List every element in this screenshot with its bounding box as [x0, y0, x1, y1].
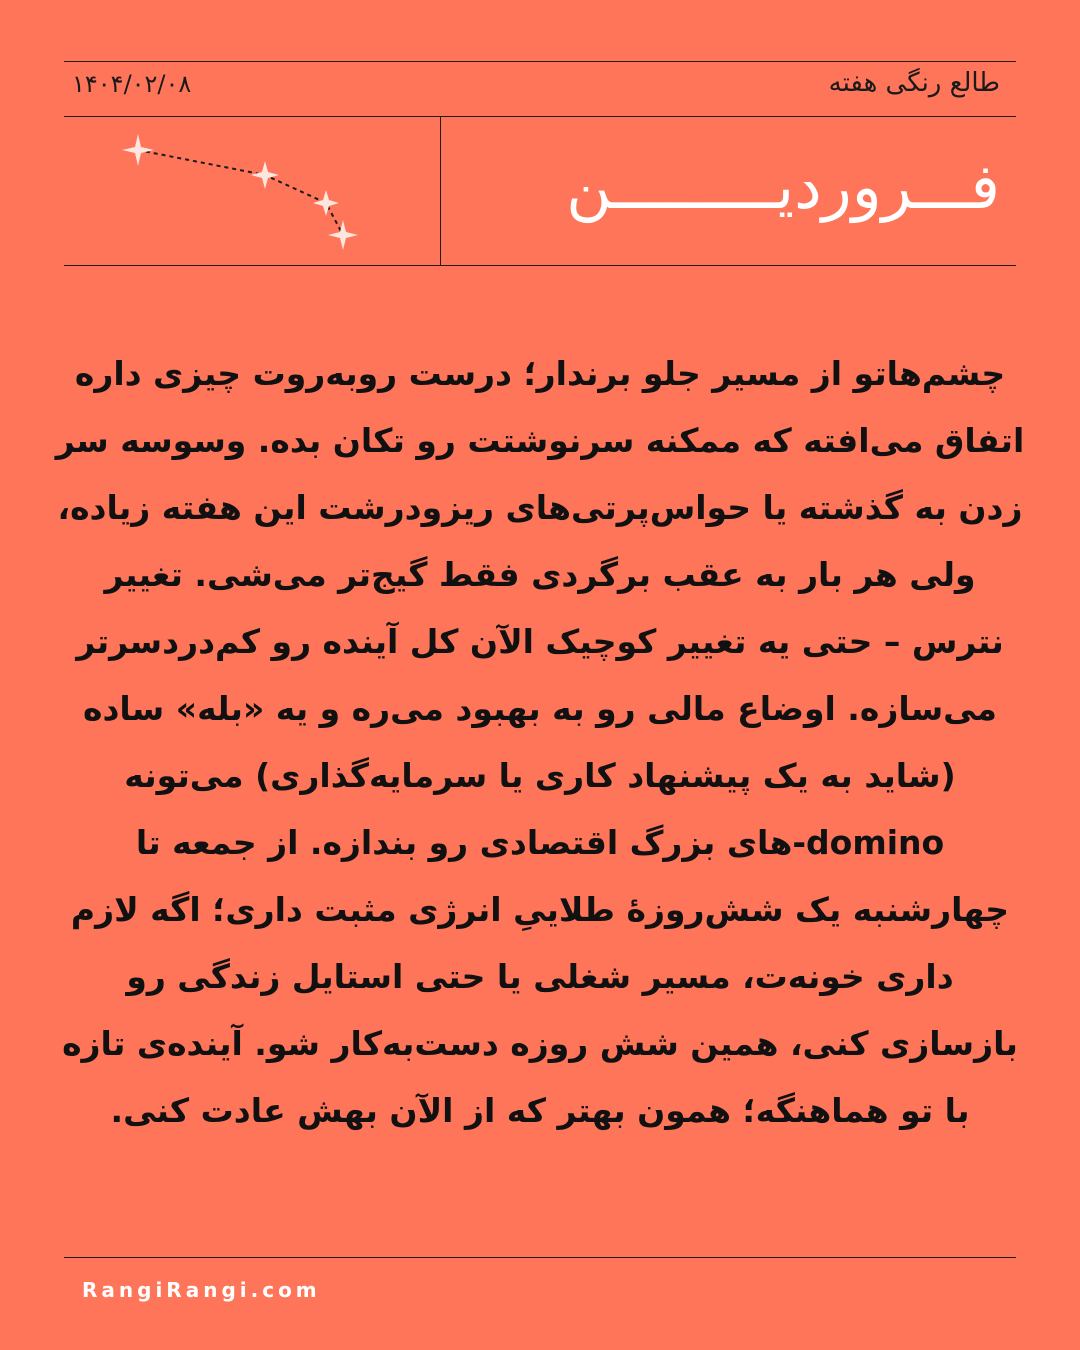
website-link[interactable]: RangiRangi.com: [82, 1278, 321, 1302]
top-divider: [64, 61, 1016, 62]
horoscope-text: چشم‌هاتو از مسیر جلو برندار؛ درست روبه‌روت چیزی داره اتفاق می‌افته که ممکنه سرنوشتت رو تکان بده. وسوسه سر زدن به گذشته یا حواس‌پرتی‌های ریزودرشت این هفته زیاده، ولی هر بار به عقب برگردی فقط گیج‌تر می‌شی. تغییر نترس – حتی یه تغییر کوچیک الآن کل آینده رو کم‌دردسرتر می‌سازه. اوضاع مالی رو به بهبود می‌ره و یه «بله» ساده (شاید به یک پیشنهاد کاری یا سرمایه‌گذاری) می‌تونه domino-های بزرگ اقتصادی رو بندازه. از جمعه تا چهارشنبه یک شش‌روزهٔ طلاییِ انرژی مثبت داری؛ اگه لازم داری خونه‌ت، مسیر شغلی یا حتی استایل زندگی رو بازسازی کنی، همین شش روزه دست‌به‌کار شو. آینده‌ی تازه با تو هماهنگه؛ همون بهتر که از الآن بهش عادت کنی.: [55, 354, 1025, 1130]
zodiac-sign-title: فـــروردیـــــــــن: [566, 150, 1000, 223]
title-bottom-divider: [64, 265, 1016, 266]
publish-date: ۱۴۰۴/۰۲/۰۸: [72, 70, 192, 98]
aries-constellation-icon: [118, 130, 368, 255]
header-divider: [64, 116, 1016, 117]
title-vertical-divider: [440, 117, 441, 265]
footer-divider: [64, 1257, 1016, 1258]
brand-title: طالع رنگی هفته: [828, 68, 1000, 98]
